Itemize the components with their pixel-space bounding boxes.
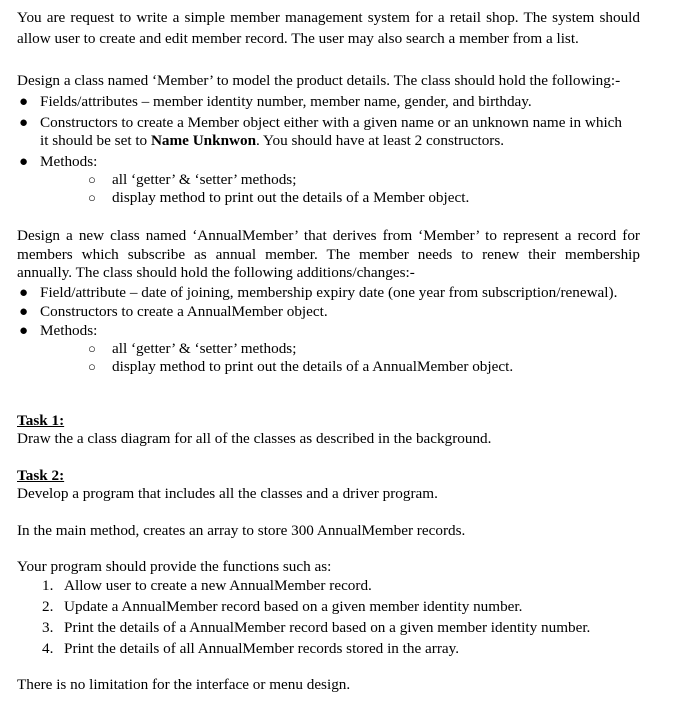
member-heading: Design a class named ‘Member’ to model the product details. The class should hold the following:- [17,72,621,89]
member-bullet-constructors: Constructors to create a Member object either with a given name or an unknown name in which [40,114,623,131]
closing-note: There is no limitation for the interface or menu design. [17,676,351,693]
bullet-icon: ● [19,154,29,170]
task2-main-method: In the main method, creates an array to store 300 AnnualMember records. [17,522,466,539]
member-bullet-methods: Methods: [40,153,98,170]
member-bullet-fields: Fields/attributes – member identity number, member name, gender, and birthday. [40,93,532,110]
function-item: Print the details of all AnnualMember records stored in the array. [64,640,460,657]
task1-title: Task 1: [17,412,65,429]
annual-method-display: display method to print out the details of a AnnualMember object. [112,358,514,375]
sub-bullet-icon: ○ [88,359,96,374]
sub-bullet-icon: ○ [88,172,96,187]
function-number: 4. [42,640,54,657]
task1-text: Draw the a class diagram for all of the classes as described in the background. [17,430,492,447]
name-unknown-bold: Name Unknwon [150,132,257,149]
constructor-cont-pre: it should be set to [40,132,151,149]
annual-line-1: Design a new class named ‘AnnualMember’ that derives from ‘Member’ to represent a record for [17,227,640,244]
intro-line-2: allow user to create and edit member record. The user may also search a member from a list. [17,30,579,47]
function-number: 1. [42,577,54,594]
function-item: Update a AnnualMember record based on a given member identity number. [64,598,523,615]
annual-line-3: annually. The class should hold the following additions/changes:- [17,264,415,281]
function-item: Print the details of a AnnualMember record based on a given member identity number. [64,619,591,636]
bullet-icon: ● [19,115,29,131]
task2-title: Task 2: [17,467,65,484]
member-method-display: display method to print out the details of a Member object. [112,189,470,206]
function-item: Allow user to create a new AnnualMember record. [64,577,372,594]
bullet-icon: ● [19,323,29,339]
bullet-icon: ● [19,285,29,301]
intro-line-1: You are request to write a simple member management system for a retail shop. The system should [17,9,640,26]
annual-line-2: members which subscribe as annual member. The member needs to renew their membership [17,246,640,263]
task2-functions-intro: Your program should provide the functions such as: [17,558,332,575]
annual-bullet-fields: Field/attribute – date of joining, membership expiry date (one year from subscription/renewal). [40,284,618,301]
function-number: 3. [42,619,54,636]
annual-method-getter-setter: all ‘getter’ & ‘setter’ methods; [112,340,297,357]
sub-bullet-icon: ○ [88,341,96,356]
bullet-icon: ● [19,94,29,110]
annual-bullet-constructors: Constructors to create a AnnualMember object. [40,303,328,320]
task2-text: Develop a program that includes all the classes and a driver program. [17,485,438,502]
member-bullet-constructors-cont [40,132,504,150]
function-number: 2. [42,598,54,615]
annual-bullet-methods: Methods: [40,322,98,339]
sub-bullet-icon: ○ [88,190,96,205]
member-method-getter-setter: all ‘getter’ & ‘setter’ methods; [112,171,297,188]
bullet-icon: ● [19,304,29,320]
constructor-cont-post: . You should have at least 2 constructors. [256,132,505,149]
